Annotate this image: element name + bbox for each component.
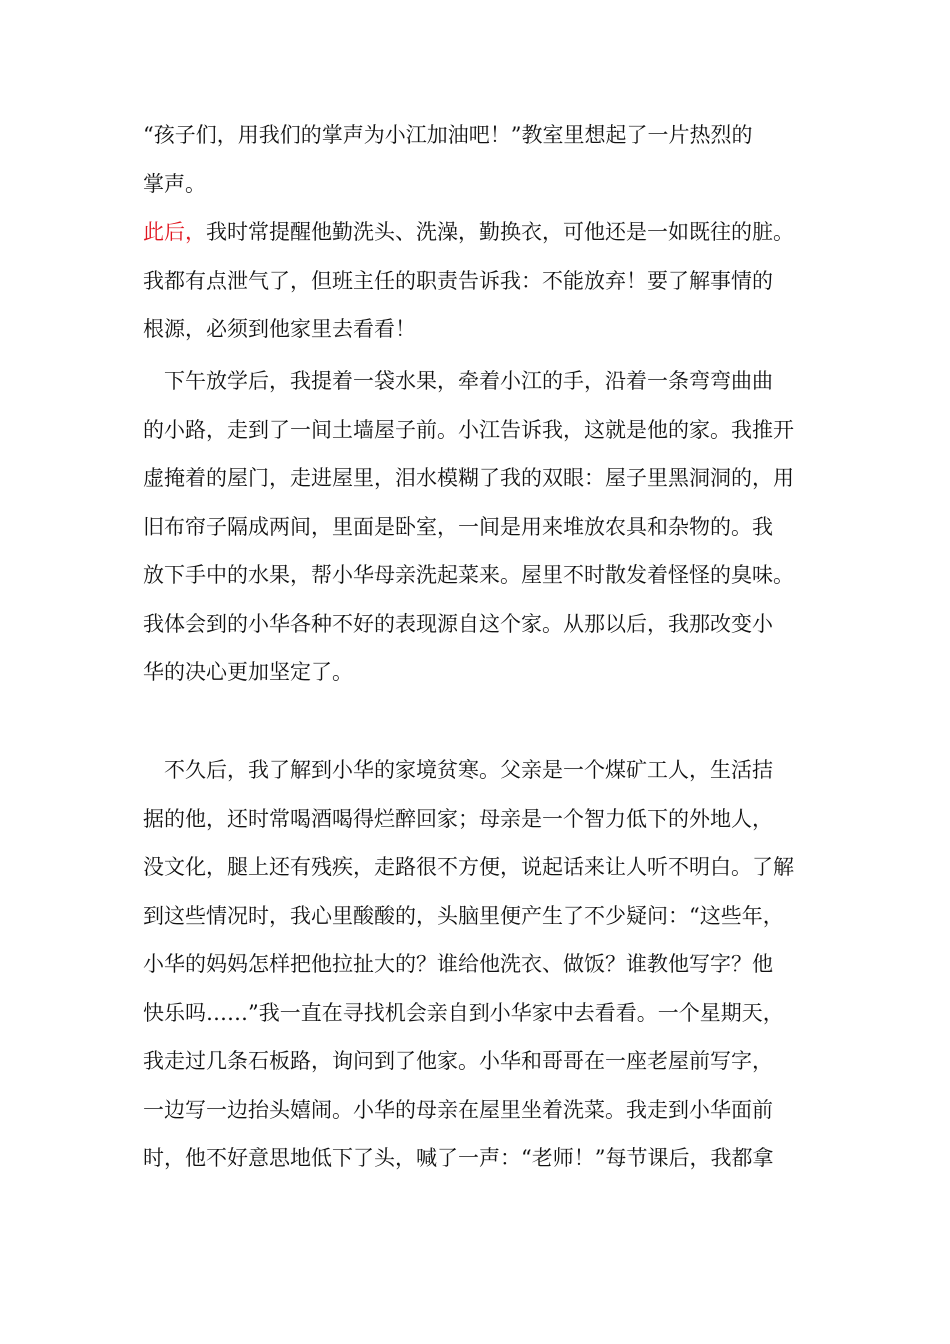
paragraph-applause bbox=[143, 111, 823, 208]
text-line-rest: 我时常提醒他勤洗头、洗澡，勤换衣，可他还是一如既往的脏。 bbox=[206, 220, 794, 244]
text-line: 快乐吗……”我一直在寻找机会亲自到小华家中去看看。一个星期天， bbox=[143, 1000, 784, 1025]
text-line: 时，他不好意思地低下了头，喊了一声：“老师！”每节课后，我都拿 bbox=[143, 1146, 774, 1170]
text-line: 的小路，走到了一间土墙屋子前。小江告诉我，这就是他的家。我推开 bbox=[143, 417, 794, 442]
paragraph-home-visit bbox=[143, 357, 823, 697]
text-line: 据的他，还时常喝酒喝得烂醉回家；母亲是一个智力低下的外地人， bbox=[143, 806, 773, 831]
text-line: 华的决心更加坚定了。 bbox=[143, 660, 353, 684]
text-line: 到这些情况时，我心里酸酸的，头脑里便产生了不少疑问：“这些年， bbox=[143, 903, 784, 928]
text-line bbox=[143, 208, 823, 257]
text-line: 下午放学后，我提着一袋水果，牵着小江的手，沿着一条弯弯曲曲 bbox=[143, 369, 773, 393]
text-line: 小华的妈妈怎样把他拉扯大的？谁给他洗衣、做饭？谁教他写字？他 bbox=[143, 952, 773, 976]
paragraph-afterwards bbox=[143, 208, 823, 354]
text-line: 我体会到的小华各种不好的表现源自这个家。从那以后，我那改变小 bbox=[143, 611, 773, 636]
highlight-text: 此后， bbox=[143, 220, 206, 244]
text-line: 掌声。 bbox=[143, 171, 206, 196]
text-line: 虚掩着的屋门，走进屋里，泪水模糊了我的双眼：屋子里黑洞洞的，用 bbox=[143, 466, 794, 490]
text-line: “孩子们，用我们的掌声为小江加油吧！”教室里想起了一片热烈的 bbox=[143, 123, 753, 147]
text-line: 我走过几条石板路，询问到了他家。小华和哥哥在一座老屋前写字， bbox=[143, 1049, 773, 1073]
paragraph-family-background bbox=[143, 746, 823, 1183]
text-line: 一边写一边抬头嬉闹。小华的母亲在屋里坐着洗菜。我走到小华面前 bbox=[143, 1097, 773, 1122]
text-line: 不久后，我了解到小华的家境贫寒。父亲是一个煤矿工人，生活拮 bbox=[143, 758, 773, 782]
text-line: 旧布帘子隔成两间，里面是卧室，一间是用来堆放农具和杂物的。我 bbox=[143, 514, 773, 539]
text-line: 我都有点泄气了，但班主任的职责告诉我：不能放弃！要了解事情的 bbox=[143, 268, 773, 293]
text-line: 没文化，腿上还有残疾，走路很不方便，说起话来让人听不明白。了解 bbox=[143, 855, 794, 879]
text-line: 放下手中的水果，帮小华母亲洗起菜来。屋里不时散发着怪怪的臭味。 bbox=[143, 563, 794, 587]
text-line: 根源，必须到他家里去看看！ bbox=[143, 317, 416, 341]
